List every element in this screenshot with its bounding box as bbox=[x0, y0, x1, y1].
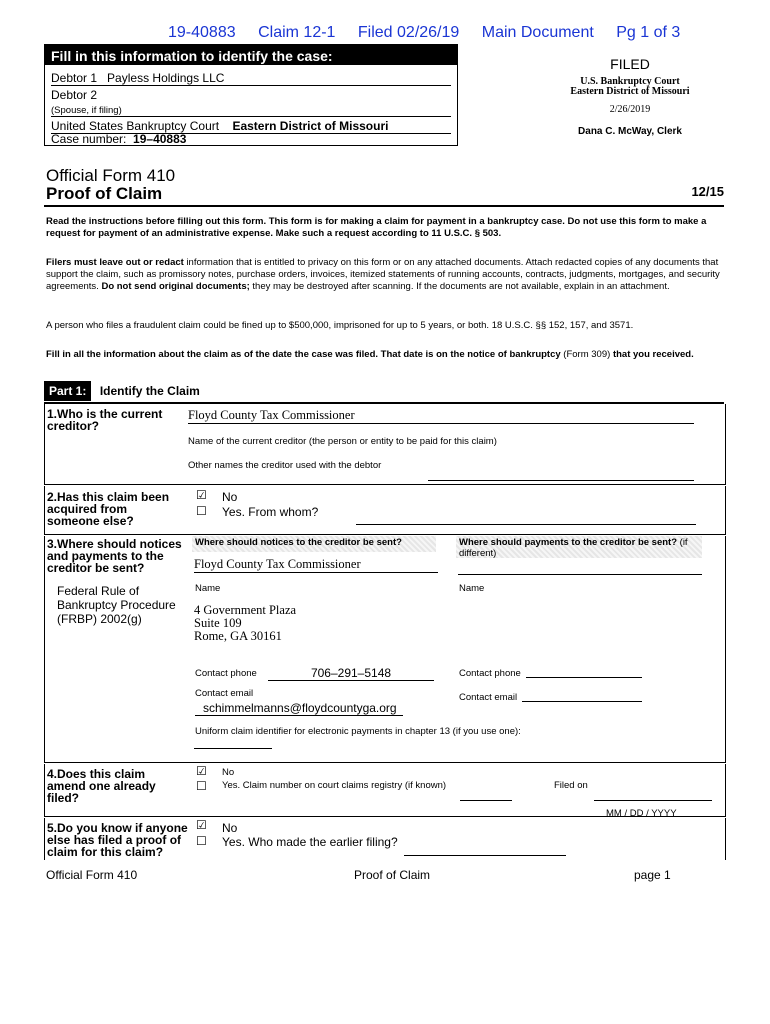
q5-num: 5. bbox=[47, 821, 58, 835]
header-stamp bbox=[168, 24, 698, 42]
instructions-p1: Read the instructions before filling out this form. This form is for making a claim for payment in a bankruptcy case. Do not use this form to make a request for payment of an administrative expense. Make such a request according to 11 U.S.C. § 503. bbox=[46, 216, 707, 239]
payments-name-field[interactable] bbox=[458, 566, 702, 575]
case-number-row bbox=[51, 132, 186, 146]
q2-label bbox=[47, 491, 177, 527]
payments-phone-label: Contact phone bbox=[459, 668, 521, 679]
notices-email-label: Contact email bbox=[195, 688, 254, 699]
case-box-title: Fill in this information to identify the case: bbox=[45, 45, 457, 65]
payments-name-label: Name bbox=[459, 583, 485, 594]
spouse-label: (Spouse, if filing) bbox=[51, 105, 451, 117]
form-name: Official Form 410 bbox=[46, 166, 176, 185]
filed-court: U.S. Bankruptcy Court bbox=[580, 76, 680, 87]
p2-bold: Filers must leave out or redact bbox=[46, 257, 184, 268]
payments-heading-note: (if different) bbox=[459, 537, 688, 559]
form-title: Proof of Claim bbox=[46, 184, 163, 203]
payments-heading-text: Where should payments to the creditor be sent? bbox=[459, 537, 678, 548]
q1-num: 1. bbox=[47, 407, 58, 421]
footer-form-name: Official Form 410 bbox=[46, 868, 138, 882]
p2-bold2: Do not send original documents; bbox=[101, 281, 250, 292]
filed-date: 2/26/2019 bbox=[609, 104, 651, 115]
q3-rule-text: Federal Rule of Bankruptcy Procedure (FRBP) 2002(g) bbox=[57, 584, 176, 626]
footer-title: Proof of Claim bbox=[354, 868, 431, 882]
debtor1-row bbox=[51, 71, 451, 86]
q3-text: Where should notices and payments to the creditor be sent? bbox=[47, 537, 182, 575]
q2-text: Has this claim been acquired from someone else? bbox=[47, 490, 170, 528]
uci-label: Uniform claim identifier for electronic payments in chapter 13 (if you use one): bbox=[195, 726, 521, 737]
p2-a: information that is entitled to privacy on this form or on any attached documents. Attach redacted copies of any documents that support the claim, such as promissory notes, purchase orders, invoices, itemized statements of running accounts, contracts, judgments, mortgages, and security agreements. bbox=[46, 257, 720, 292]
q1-label bbox=[47, 408, 177, 432]
court-value: Eastern District of Missouri bbox=[232, 119, 389, 133]
filed-clerk: Dana C. McWay, Clerk bbox=[578, 126, 682, 137]
form-date: 12/15 bbox=[691, 184, 724, 199]
p4-b: (Form 309) bbox=[560, 349, 613, 360]
payments-email-label: Contact email bbox=[459, 692, 518, 703]
p4-a: Fill in all the information about the claim as of the date the case was filed. That date is on the notice of bankruptcy bbox=[46, 349, 561, 360]
claim-number-field[interactable] bbox=[460, 792, 512, 801]
q5-text: Do you know if anyone else has filed a proof of claim for this claim? bbox=[47, 821, 188, 859]
q4-no-label: No bbox=[222, 767, 235, 778]
address-line2: Suite 109 bbox=[194, 616, 242, 630]
q1-other-label: Other names the creditor used with the debtor bbox=[188, 460, 382, 471]
address-line1: 4 Government Plaza bbox=[194, 603, 297, 617]
footer-page: page 1 bbox=[634, 868, 671, 882]
notices-name-label: Name bbox=[195, 583, 221, 594]
notices-name-field[interactable]: Floyd County Tax Commissioner bbox=[194, 557, 438, 573]
part1-title: Identify the Claim bbox=[99, 384, 200, 398]
part1-tag: Part 1: bbox=[44, 381, 91, 401]
debtor2-label: Debtor 2 bbox=[51, 88, 98, 102]
debtor1-value: Payless Holdings LLC bbox=[107, 71, 225, 85]
filed-label: FILED bbox=[610, 56, 650, 72]
payments-heading bbox=[456, 536, 702, 558]
stamp-case-number: 19-40883 bbox=[168, 24, 236, 41]
stamp-claim: Claim 12-1 bbox=[258, 24, 336, 41]
q4-text: Does this claim amend one already filed? bbox=[47, 767, 156, 805]
instructions-p2 bbox=[46, 257, 722, 293]
q4-label bbox=[47, 768, 187, 804]
q4-yes-checkbox[interactable]: ☐ bbox=[196, 779, 207, 793]
instructions-p3: A person who files a fraudulent claim could be fined up to $500,000, imprisoned for up to 5 years, or both. 18 U.S.C. §§ 152, 157, and 3571. bbox=[46, 320, 634, 331]
notices-phone-label: Contact phone bbox=[195, 668, 257, 679]
payments-phone-field[interactable] bbox=[526, 669, 642, 678]
q3-num: 3. bbox=[47, 537, 58, 551]
date-format-label: MM / DD / YYYY bbox=[606, 808, 677, 819]
debtor1-label: Debtor 1 bbox=[51, 71, 98, 85]
filed-district: Eastern District of Missouri bbox=[570, 86, 690, 97]
heading-rule bbox=[44, 205, 724, 207]
payments-email-field[interactable] bbox=[522, 693, 642, 702]
q5-no-label: No bbox=[222, 821, 238, 835]
uci-field[interactable] bbox=[194, 740, 272, 749]
q4-filed-on-label: Filed on bbox=[554, 780, 588, 791]
q1-hint: Name of the current creditor (the person or entity to be paid for this claim) bbox=[188, 436, 497, 447]
q4-num: 4. bbox=[47, 767, 58, 781]
q2-no-label: No bbox=[222, 490, 238, 504]
q2-yes-label: Yes. From whom? bbox=[222, 505, 319, 519]
stamp-filed: Filed 02/26/19 bbox=[357, 24, 460, 41]
case-number-value: 19–40883 bbox=[133, 132, 187, 146]
court-label: United States Bankruptcy Court bbox=[51, 119, 220, 133]
notices-phone-field[interactable]: 706–291–5148 bbox=[268, 666, 434, 681]
q5-yes-checkbox[interactable]: ☐ bbox=[196, 834, 207, 848]
q5-yes-label: Yes. Who made the earlier filing? bbox=[222, 835, 398, 849]
q2-num: 2. bbox=[47, 490, 58, 504]
stamp-doc: Main Document bbox=[481, 24, 594, 41]
stamp-page: Pg 1 of 3 bbox=[616, 24, 681, 41]
acquired-from-field[interactable] bbox=[356, 516, 696, 525]
creditor-name-field[interactable]: Floyd County Tax Commissioner bbox=[188, 408, 694, 424]
q4-yes-label: Yes. Claim number on court claims registry (if known) bbox=[222, 780, 447, 791]
earlier-filer-field[interactable] bbox=[404, 847, 566, 856]
address-line3: Rome, GA 30161 bbox=[194, 629, 282, 643]
part1-header bbox=[44, 382, 200, 400]
filed-on-date-field[interactable] bbox=[594, 792, 712, 801]
p2-b: they may be destroyed after scanning. If the documents are not available, explain in an attachment. bbox=[249, 281, 670, 292]
case-number-label: Case number: bbox=[51, 132, 127, 146]
other-names-field[interactable] bbox=[428, 472, 694, 481]
notices-heading: Where should notices to the creditor be sent? bbox=[192, 536, 436, 552]
q4-no-checkbox[interactable]: ☑ bbox=[196, 764, 207, 778]
instructions-p4 bbox=[46, 349, 722, 361]
q1-text: Who is the current creditor? bbox=[47, 407, 163, 433]
q2-no-checkbox[interactable]: ☑ bbox=[196, 488, 207, 502]
notices-address bbox=[194, 604, 296, 643]
p4-c: that you received. bbox=[612, 349, 694, 360]
notices-email-field[interactable]: schimmelmanns@floydcountyga.org bbox=[195, 701, 403, 716]
q2-yes-checkbox[interactable]: ☐ bbox=[196, 504, 207, 518]
q3-label bbox=[47, 538, 183, 574]
q5-no-checkbox[interactable]: ☑ bbox=[196, 818, 207, 832]
q5-label bbox=[47, 822, 189, 858]
case-info-box bbox=[44, 44, 458, 146]
